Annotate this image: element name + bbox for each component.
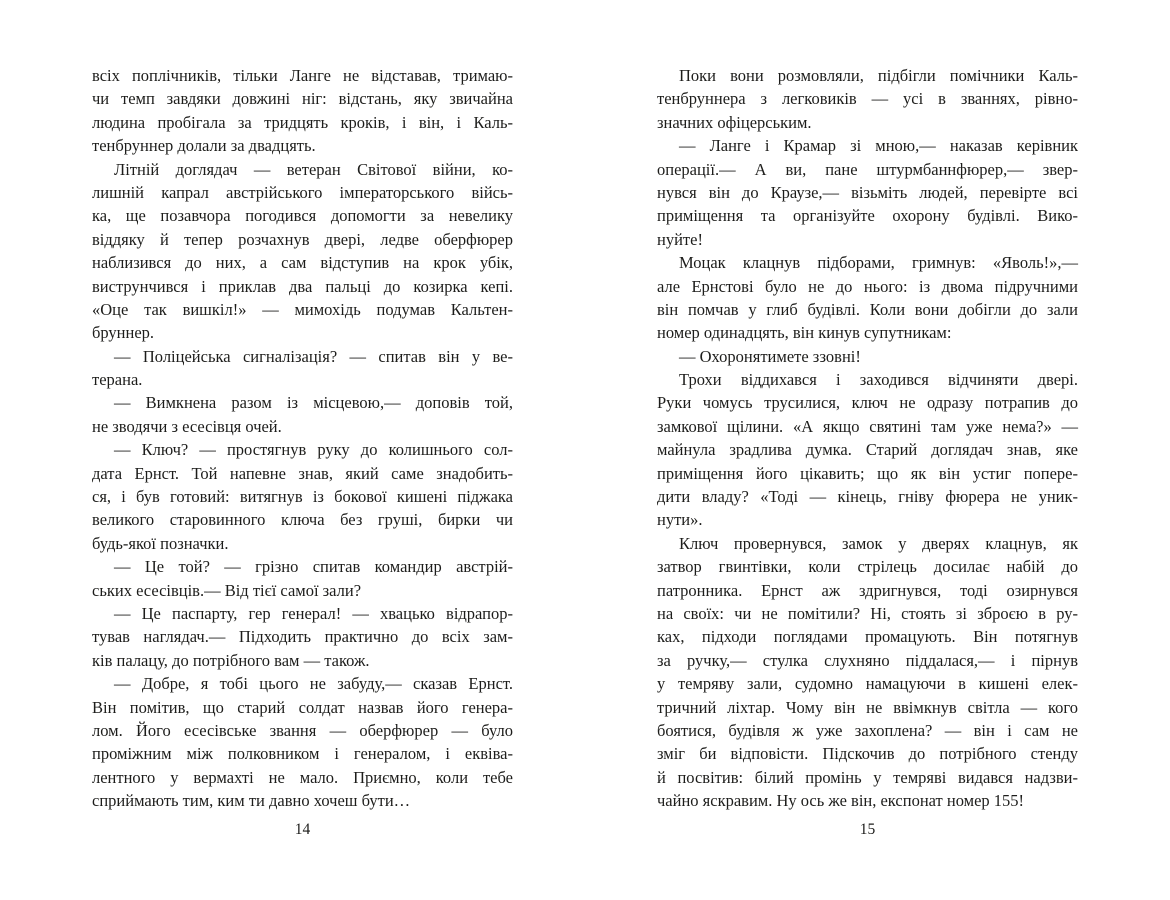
text-line: лишній капрал австрійського імператорського війсь- [92,182,513,202]
text-line: — Ключ? — простягнув руку до колишнього сол- [114,440,513,460]
text-line: ся, і був готовий: витягнув із бокової кишені піджака [92,487,513,507]
page-14 [92,64,513,864]
text-line: — Ланге і Крамар зі мною,— наказав керівник [679,136,1078,156]
text-line: не зводячи з есесівця очей. [92,416,282,436]
text-line: — Вимкнена разом із місцевою,— доповів той, [114,393,513,413]
text-line: «Оце так вишкіл!» — мимохідь подумав Кальтен- [92,299,513,319]
text-line: Літній доглядач — ветеран Світової війни, ко- [114,159,513,179]
text-line: номер одинадцять, він кинув супутникам: [657,323,952,343]
text-line: лентного у вермахті не мало. Приємно, коли тебе [92,767,513,787]
text-line: за ручку,— стулка слухняно піддалася,— і пірнув [657,650,1078,670]
text-line: майнула зрадлива думка. Старий доглядач знав, яке [657,440,1078,460]
text-line: приміщення та організуйте охорону будівлі. Вико- [657,206,1078,226]
text-line: боятися, будівля ж уже захоплена? — він і сам не [657,720,1078,740]
paragraph [657,345,1078,368]
text-line: Моцак клацнув підборами, гримнув: «Яволь!»,— [679,253,1078,273]
page-number-right: 15 [859,821,876,838]
paragraph [92,391,513,438]
paragraph [657,134,1078,251]
text-line: проміжним між полковником і генералом, і еквіва- [92,744,513,764]
paragraph [92,345,513,392]
paragraph [92,672,513,812]
page-14-text [92,64,513,813]
text-line: Руки чомусь трусилися, ключ не одразу потрапив до [657,393,1078,413]
text-line: тенбруннер долали за двадцять. [92,136,316,156]
text-line: ка, ще позавчора погодився допомогти за невелику [92,206,513,226]
text-line: віддяку й тепер розчахнув двері, ледве оберфюрер [92,229,513,249]
text-line: зміг би відповісти. Підскочив до потрібного стенду [657,744,1078,764]
text-line: ках, підходи поглядами промацують. Він потягнув [657,627,1078,647]
paragraph [657,532,1078,813]
paragraph [657,64,1078,134]
text-line: великого старовинного ключа без груші, бирки чи [92,510,513,530]
text-line: — Охоронятимете ззовні! [679,346,861,366]
text-line: — Це той? — грізно спитав командир австрій- [114,557,513,577]
text-line: тричний ліхтар. Чому він не ввімкнув світла — кого [657,697,1078,717]
page-number-left: 14 [294,821,311,838]
text-line: — Це паспарту, гер генерал! — хвацько відрапор- [114,603,513,623]
text-line: Трохи віддихався і заходився відчиняти двері. [679,370,1078,390]
text-line: затвор гвинтівки, коли стрілець досилає набій до [657,557,1078,577]
text-line: патронника. Ернст аж здригнувся, тоді озирнувся [657,580,1078,600]
paragraph [92,438,513,555]
text-line: — Поліцейська сигналізація? — спитав він у ве- [114,346,513,366]
text-line: на своїх: чи не помітили? Ні, стоять зі зброєю в ру- [657,603,1078,623]
text-line: нути». [657,510,703,530]
text-line: будь-якої позначки. [92,533,229,553]
text-line: у темряву зали, судомно намацуючи в кишені елек- [657,674,1078,694]
text-line: значних офіцерським. [657,112,812,132]
page-15 [657,64,1078,864]
text-line: нувся він до Краузе,— візьміть людей, перевірте всі [657,182,1078,202]
paragraph [92,64,513,158]
paragraph [92,555,513,602]
text-line: дити владу? «Тоді — кінець, гніву фюрера не уник- [657,487,1078,507]
text-line: Він помітив, що старий солдат назвав його генера- [92,697,513,717]
text-line: тував наглядач.— Підходить практично до всіх зам- [92,627,513,647]
text-line: Поки вони розмовляли, підбігли помічники Каль- [679,66,1078,85]
text-line: тенбруннера з легковиків — усі в званнях, рівно- [657,89,1078,109]
text-line: наблизився до них, а сам відступив на крок убік, [92,253,513,273]
text-line: виструнчився і приклав два пальці до козирка кепі. [92,276,513,296]
text-line: чи темп завдяки довжині ніг: відстань, яку звичайна [92,89,513,109]
text-line: ських есесівців.— Від тієї самої зали? [92,580,362,600]
paragraph [657,368,1078,532]
text-line: дата Ернст. Той напевне знав, який саме знадобить- [92,463,513,483]
paragraph [92,158,513,345]
text-line: сприймають тим, ким ти давно хочеш бути… [92,791,411,811]
text-line: терана. [92,370,143,390]
text-line: Ключ провернувся, замок у дверях клацнув, як [679,533,1078,553]
text-line: операції.— А ви, пане штурмбаннфюрер,— звер- [657,159,1078,179]
text-line: замкової щілини. «А якщо святині там уже нема?» — [657,416,1078,436]
text-line: нуйте! [657,229,703,249]
text-line: — Добре, я тобі цього не забуду,— сказав Ернст. [114,674,513,694]
text-line: людина пробігала за тридцять кроків, і він, і Каль- [92,112,513,132]
text-line: але Ернстові було не до нього: із двома підручними [657,276,1078,296]
paragraph [92,602,513,672]
text-line: бруннер. [92,323,155,343]
text-line: всіх поплічників, тільки Ланге не відставав, тримаю- [92,66,513,85]
page-15-text [657,64,1078,813]
paragraph [657,251,1078,345]
text-line: він помчав у глиб будівлі. Коли вони добігли до зали [657,299,1078,319]
text-line: чайно яскравим. Ну ось же він, експонат номер 155! [657,791,1025,811]
text-line: й посвітив: білий промінь у темряві видався надзви- [657,767,1078,787]
text-line: приміщення його цікавить; що як він устиг попере- [657,463,1078,483]
text-line: лом. Його есесівське звання — оберфюрер — було [92,720,513,740]
text-line: ків палацу, до потрібного вам — також. [92,650,370,670]
